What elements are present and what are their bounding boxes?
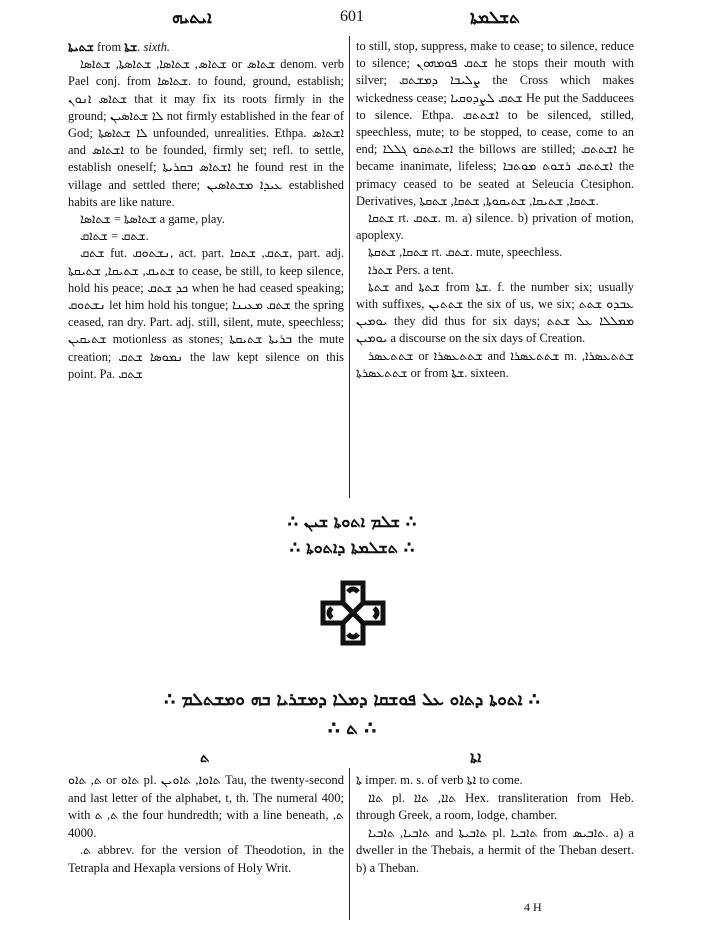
left-column bbox=[68, 38, 344, 383]
dictionary-entry: ܫܬܪܐ Pers. a tent. bbox=[368, 262, 454, 277]
dictionary-entry: ܫܬܐܣܬܐ = ܫܬܐܣܐ a game, play. bbox=[80, 212, 225, 227]
dictionary-entry: ܫܬܬܥܣܪ or ܫܬܬܥܣܪܐ and ܫܬܬܥܣܪܐ m. ܫܬܬܥܣܪܐ, ܫܬܬܥܣܪܬܐ or from ܫܬܐ. sixteen. bbox=[356, 348, 634, 380]
dictionary-entry: ܫܬܩܐ rt. ܫܬܩ. m. a) silence. b) privation of motion, apoplexy. bbox=[356, 211, 634, 243]
knot-ornament-icon bbox=[318, 578, 388, 648]
right-column-head: ܐܬܐ bbox=[470, 748, 482, 766]
page-number: 601 bbox=[340, 8, 364, 25]
right-column bbox=[356, 38, 634, 382]
dictionary-entry: ܫܬܩܐ, ܫܬܩܬܐ rt. ܫܬܩ. mute, speechless. bbox=[368, 245, 563, 260]
right-running-title: ܬܫܠܡܬܐ bbox=[470, 8, 521, 28]
section-letter: ∴ ܬ ∴ bbox=[327, 718, 377, 739]
dictionary-entry: ܬ, ܬܐܘ or ܬܐܘ pl. ܬܐܘܐ, ܬܐܘܝܢ Tau, the twenty-second and last letter of the alphabet, t, th. The numeral 400; with ܬ, ܬ the four hundredth; with a line beneath, ܬ, 4000. bbox=[68, 773, 345, 840]
section-title: ∴ ܐܬܘܬܐ ܕܬܐܘ ܥܠ ܦܘܫܩܐ ܕܡܠܐ ܕܡܫܪܝܐ ܒܗ ܘܡܫܬܠܡ ∴ bbox=[163, 690, 541, 710]
section-left-column bbox=[68, 772, 344, 878]
dictionary-entry: ܬܐܒܝܐ, ܬܐܒܝܐ and ܬܐܒܝܬܐ pl. ܬܐܒܝܐ from ܬܐܒܝܣ. a) a dweller in the Thebais, a hermit of the Theban desert. b) a Theban. bbox=[356, 825, 635, 875]
dictionary-entry: .ܬ abbrev. for the version of Theodotion, in the Tetrapla and Hexapla versions of Holy Writ. bbox=[68, 843, 344, 875]
column-divider-top bbox=[349, 36, 350, 498]
left-running-title: ܐܝܬܝܗ bbox=[172, 8, 212, 28]
dictionary-entry: ܬܐ imper. m. s. of verb ܐܬܐ to come. bbox=[356, 773, 523, 787]
dictionary-entry: ܫܬܬܐ and ܫܬܬܐ from ܫܬܐ. f. the number six; usually with suffixes, ܫܬܬܝܢ the six of us, we six; ܥܒܕܘ ܫܬܬ ܝܘܡܝܢ they did thus for six days; ܡܡܠܠܐ ܥܠ ܫܬܬ ܝܘܡܝܢ a discourse on the six days of Creation. bbox=[356, 279, 634, 346]
colophon-line-2: ∴ ܬܫܠܡܬܐ ܕܐܬܘܬܐ ∴ bbox=[289, 538, 415, 557]
dictionary-entry: ܫܬܐܣ, ܫܬܐܣܐ, ܫܬܐܣܬܐ, ܫܬܐܣܐ or ܫܬܐܣ denom. verb Pael conj. from ܫܬܐܣܐ. to found, ground, establish; ܫܬܐܣ ܐܢܘܢ that it may fix its roots firmly in the ground; ܠܐ ܫܬܐܣܝܢ not firmly established in the fear of God; ܠܐ ܫܬܐܣܬܐ unfounded, unrealities. Ethpa. ܐܫܬܐܣ and ܐܫܬܐܣ to be founded, firmly set; refl. to settle, establish oneself; ܐܫܬܐܣ ܒܩܪܝܬܐ he found rest in the village and settled there; ܥܝܕܐ ܡܫܬܐܣܝܢ established habits are like nature. bbox=[68, 57, 345, 209]
section-right-column bbox=[356, 772, 634, 878]
running-header bbox=[0, 8, 704, 32]
left-column-head: ܬ bbox=[200, 748, 210, 766]
column-divider-bottom bbox=[349, 768, 350, 920]
dictionary-entry: ܫܬܩ fut. ܢܫܬܘܩ, act. part. ܫܬܩ, ܫܬܩܐ, part. adj. ܫܬܝܩ, ܫܬܝܩܐ, ܫܬܝܩܬܐ to cease, be still, to keep silence, hold his peace; ܟܕ ܫܬܩ when he had ceased speaking; ܢܫܬܘܩ let him hold his tongue; ܫܬܩ ܡܥܝܢܐ the spring ceased, ran dry. Part. adj. still, silent, mute, speechless; ܫܬܝܩܝܢ motionless as stones; ܒܪܝܬܐ ܫܬܝܩܬܐ the mute creation; ܢܡܘܣܐ ܫܬܩ the law kept silence on this point. Pa. ܫܬܩ bbox=[68, 246, 345, 381]
dictionary-entry: ܫܬܩ = ܫܬܐܩ. bbox=[80, 229, 149, 244]
dictionary-entry: ܫܬܝܬܐ from ܫܬܐ. sixth. bbox=[68, 39, 171, 54]
colophon-line-1: ∴ ܫܠܡ ܐܬܘܬܐ ܫܝܢ ∴ bbox=[287, 512, 417, 531]
dictionary-entry: to still, stop, suppress, make to cease; to silence, reduce to silence; ܫܬܩ ܦܘܡܗܘܢ he stops their mouth with silver; ܨܠܝܒܐ ܕܡܫܬܩ the Cross which makes wickedness cease; ܫܬܩ ܠܨܕܘܩܝܐ He put the Sadducees to silence. Ethpa. ܐܫܬܬܩ to be silenced, stilled, speechless, mute; to be stopped, to cease, come to an end; ܐܫܬܬܩܘ ܓܠܠܐ the billows are stilled; ܐܫܬܬܩ he became inanimate, lifeless; ܐܫܬܬܩ ܪܫܘܬ ܡܘܬܒܐ the primacy ceased to be seated at Seleucia Ctesiphon. Derivatives, ܫܬܩܐ, ܫܬܝܩܐ, ܫܬܝܩܘܬܐ, ܫܬܩܐ, ܫܬܩܬܐ. bbox=[356, 39, 635, 208]
signature-mark: 4 H bbox=[524, 900, 542, 914]
dictionary-entry: ܬܐܐ pl. ܬܐܐ, ܬܐܐ Hex. transliteration from Heb. through Greek, a room, lodge, chamber. bbox=[356, 790, 634, 823]
